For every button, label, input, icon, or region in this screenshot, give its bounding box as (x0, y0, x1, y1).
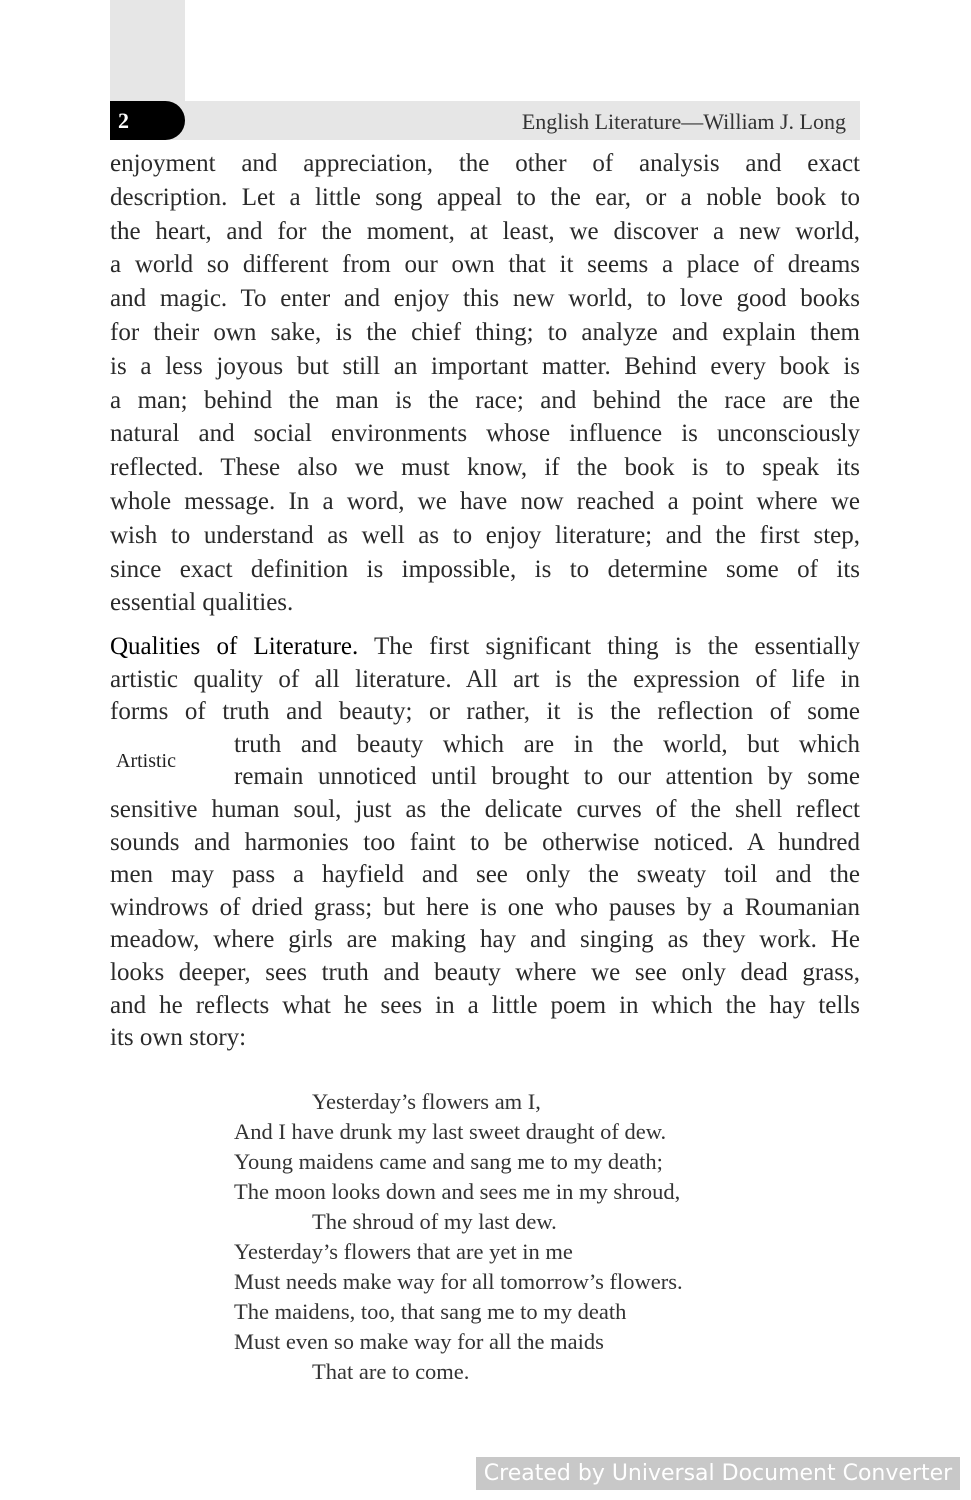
paragraph-line: is a less joyous but still an important matter. Behind every book is (110, 352, 860, 380)
paragraph-line: enjoyment and appreciation, the other of analysis and exact (110, 150, 860, 177)
poem-line: Must needs make way for all tomorrow’s flowers. (234, 1269, 683, 1294)
poem (234, 1087, 683, 1387)
page-number: 2 (110, 101, 185, 140)
poem-line: The shroud of my last dew. (312, 1209, 557, 1234)
poem-line: Young maidens came and sang me to my death; (234, 1149, 663, 1174)
paragraph-line: forms of truth and beauty; or rather, it is the reflection of some (110, 698, 860, 726)
paragraph-line: essential qualities. (110, 589, 294, 617)
paragraph-line: its own story: (110, 1024, 247, 1052)
section-heading: Qualities of Literature. (110, 633, 359, 660)
poem-line: Yesterday’s flowers am I, (312, 1089, 541, 1114)
paragraph-line: sensitive human soul, just as the delicate curves of the shell reflect (110, 795, 860, 823)
paragraph-line: natural and social environments whose influence is unconsciously (110, 420, 860, 448)
paragraph-line: a man; behind the man is the race; and behind the race are the (110, 386, 860, 414)
paragraph-line: and magic. To enter and enjoy this new world, to love good books (110, 285, 860, 313)
poem-line: And I have drunk my last sweet draught of dew. (234, 1119, 667, 1144)
paragraph-line: looks deeper, sees truth and beauty where we see only dead grass, (110, 958, 860, 986)
paragraph-line: truth and beauty which are in the world, but which (234, 730, 860, 758)
paragraph-line: men may pass a hayfield and see only the sweaty toil and the (110, 861, 860, 889)
poem-line: The moon looks down and sees me in my shroud, (234, 1179, 681, 1204)
paragraph-line: for their own sake, is the chief thing; to analyze and explain them (110, 318, 860, 346)
paragraph-line: meadow, where girls are making hay and singing as they work. He (110, 926, 860, 954)
paragraph-line: since exact definition is impossible, is to determine some of its (110, 555, 860, 583)
poem-line: Yesterday’s flowers that are yet in me (234, 1239, 573, 1264)
header-side-strip (110, 0, 185, 101)
margin-note: Artistic (116, 750, 176, 772)
poem-line: The maidens, too, that sang me to my death (234, 1299, 627, 1324)
paragraph-1 (110, 147, 860, 620)
poem-line: That are to come. (312, 1359, 470, 1384)
paragraph-line: description. Let a little song appeal to the ear, or a noble book to (110, 183, 860, 211)
paragraph-line: sounds and harmonies too faint to be otherwise noticed. A hundred (110, 828, 860, 856)
running-header (110, 101, 860, 140)
paragraph-line: remain unnoticed until brought to our attention by some (234, 763, 860, 791)
poem-line: Must even so make way for all the maids (234, 1329, 604, 1354)
paragraph-line: artistic quality of all literature. All art is the expression of life in (110, 665, 860, 693)
paragraph-line: a world so different from our own that it seems a place of dreams (110, 251, 860, 279)
paragraph-line: reflected. These also we must know, if the book is to speak its (110, 454, 860, 482)
paragraph-line: Qualities of Literature. The first significant thing is the essentially (110, 633, 860, 660)
running-title: English Literature—William J. Long (521, 109, 846, 134)
paragraph-line: wish to understand as well as to enjoy literature; and the first step, (110, 521, 860, 549)
paragraph-line: windrows of dried grass; but here is one who pauses by a Roumanian (110, 893, 860, 921)
paragraph-line: the heart, and for the moment, at least, we discover a new world, (110, 217, 860, 245)
watermark: Created by Universal Document Converter (476, 1457, 960, 1490)
paragraph-2 (110, 631, 860, 1055)
paragraph-line: whole message. In a word, we have now reached a point where we (110, 487, 860, 515)
paragraph-line: and he reflects what he sees in a little poem in which the hay tells (110, 991, 860, 1019)
